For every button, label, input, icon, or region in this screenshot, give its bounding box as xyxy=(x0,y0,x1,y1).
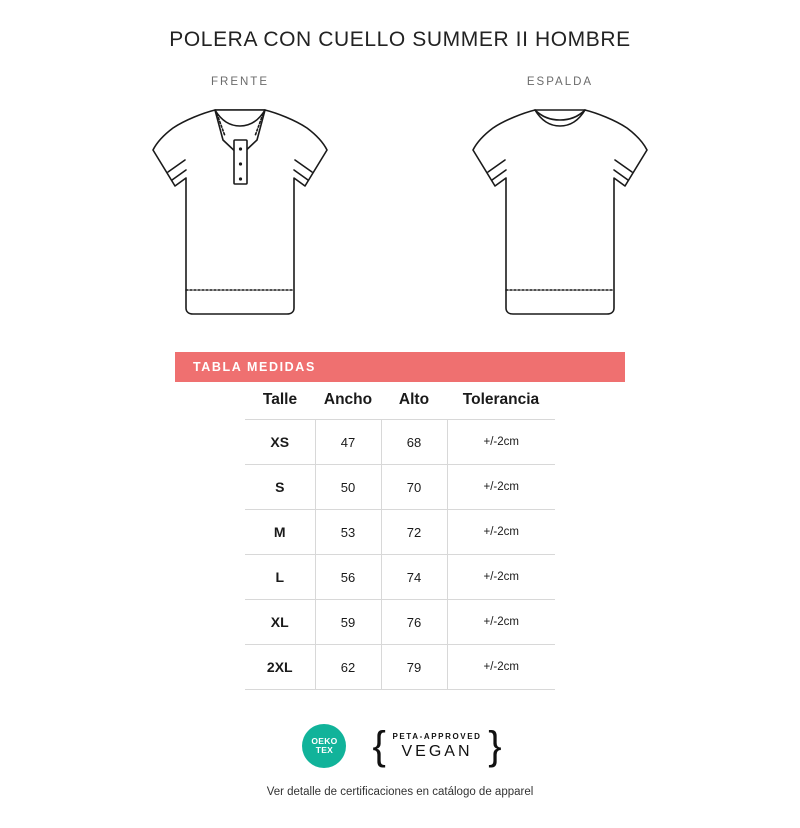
peta-approved-label: PETA-APPROVED xyxy=(392,731,482,741)
cell-talle: XL xyxy=(245,600,315,645)
cell-alto: 72 xyxy=(381,510,447,555)
cell-tolerancia: +/-2cm xyxy=(447,510,555,555)
garment-view-back xyxy=(430,76,690,334)
oeko-label-line1: OEKO xyxy=(311,736,338,747)
cell-ancho: 47 xyxy=(315,420,381,465)
front-view-label: FRENTE xyxy=(211,76,269,88)
cell-talle: 2XL xyxy=(245,645,315,690)
cell-tolerancia: +/-2cm xyxy=(447,645,555,690)
cell-tolerancia: +/-2cm xyxy=(447,555,555,600)
column-header-alto: Alto xyxy=(398,391,430,408)
cell-alto: 74 xyxy=(381,555,447,600)
measurements-table xyxy=(245,382,555,690)
cell-ancho: 56 xyxy=(315,555,381,600)
table-row xyxy=(245,645,555,690)
cell-tolerancia: +/-2cm xyxy=(447,420,555,465)
cell-alto: 79 xyxy=(381,645,447,690)
table-row xyxy=(245,465,555,510)
cell-talle: M xyxy=(245,510,315,555)
brace-right-icon: } xyxy=(488,724,502,768)
table-banner: TABLA MEDIDAS xyxy=(175,352,625,382)
cell-ancho: 59 xyxy=(315,600,381,645)
cell-alto: 76 xyxy=(381,600,447,645)
footnote-text: Ver detalle de certificaciones en catálogo de apparel xyxy=(266,786,534,798)
oeko-label-line2: TEX xyxy=(315,745,334,755)
peta-vegan-icon xyxy=(372,724,502,768)
garment-view-front xyxy=(110,76,370,334)
brace-left-icon: { xyxy=(372,724,386,768)
vegan-label: VEGAN xyxy=(401,742,473,760)
polo-shirt-back-illustration xyxy=(430,94,690,334)
table-row xyxy=(245,555,555,600)
back-view-label: ESPALDA xyxy=(526,76,594,88)
column-header-tolerancia: Tolerancia xyxy=(462,391,540,408)
cell-alto: 68 xyxy=(381,420,447,465)
cell-talle: S xyxy=(245,465,315,510)
cell-alto: 70 xyxy=(381,465,447,510)
oeko-tex-icon xyxy=(302,724,346,768)
table-row xyxy=(245,420,555,465)
cell-ancho: 53 xyxy=(315,510,381,555)
cell-ancho: 50 xyxy=(315,465,381,510)
table-row xyxy=(245,510,555,555)
column-header-ancho: Ancho xyxy=(323,391,373,408)
cell-talle: L xyxy=(245,555,315,600)
size-chart-page xyxy=(0,28,800,828)
polo-shirt-front-illustration xyxy=(110,94,370,334)
cell-tolerancia: +/-2cm xyxy=(447,465,555,510)
cell-tolerancia: +/-2cm xyxy=(447,600,555,645)
column-header-talle: Talle xyxy=(262,391,298,408)
certification-badges xyxy=(0,724,800,768)
cell-ancho: 62 xyxy=(315,645,381,690)
table-header-row xyxy=(245,382,555,420)
measurements-table-section xyxy=(175,352,625,690)
cell-talle: XS xyxy=(245,420,315,465)
garment-views xyxy=(0,76,800,334)
table-row xyxy=(245,600,555,645)
page-title: POLERA CON CUELLO SUMMER II HOMBRE xyxy=(169,28,631,51)
